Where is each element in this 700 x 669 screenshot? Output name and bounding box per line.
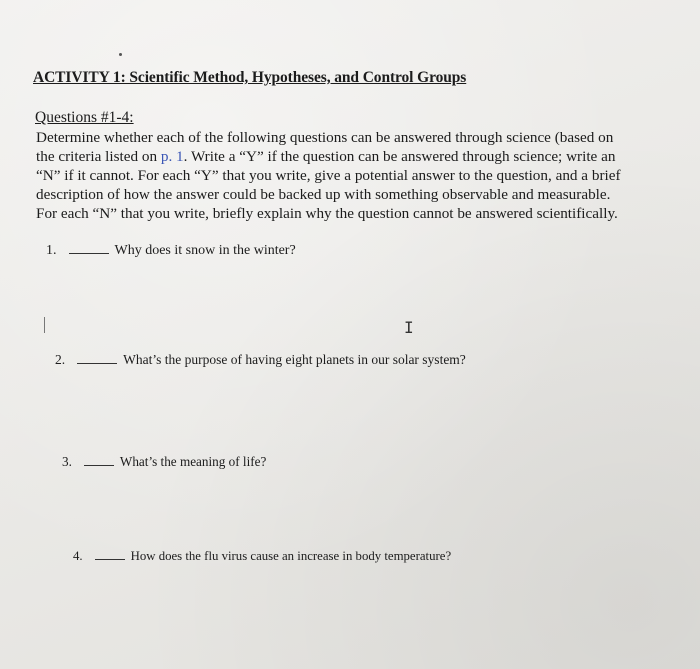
question-number: 1.: [46, 243, 57, 258]
instructions-line: For each “N” that you write, briefly explain why the question cannot be answered scientifically.: [36, 205, 618, 222]
page-reference-link[interactable]: p. 1: [160, 148, 184, 165]
instructions-text: the criteria listed on: [36, 148, 161, 165]
pencil-mark: [44, 317, 45, 333]
answer-blank[interactable]: [84, 455, 114, 466]
answer-blank[interactable]: [69, 243, 109, 254]
instructions-line: Determine whether each of the following questions can be answered through science (based on: [36, 129, 614, 146]
instructions-line: description of how the answer could be backed up with something observable and measurable.: [36, 186, 611, 203]
instructions-paragraph: [36, 128, 666, 223]
answer-blank[interactable]: [77, 353, 117, 364]
text-cursor-icon: I: [404, 318, 414, 337]
question-number: 3.: [62, 454, 72, 469]
question-number: 2.: [55, 352, 66, 367]
instructions-line: [36, 147, 666, 166]
question-item-3: [62, 454, 266, 470]
questions-heading: Questions #1-4:: [35, 109, 134, 126]
activity-title: ACTIVITY 1: Scientific Method, Hypotheses, and Control Groups: [33, 69, 467, 86]
answer-blank[interactable]: [95, 549, 125, 560]
question-text: How does the flu virus cause an increase in body temperature?: [130, 549, 452, 563]
question-item-4: [73, 549, 451, 564]
question-text: Why does it snow in the winter?: [114, 243, 296, 258]
question-item-1: [46, 243, 296, 259]
instructions-text: . Write a “Y” if the question can be answered through science; write an: [183, 148, 616, 165]
question-item-2: [55, 352, 466, 368]
paper-speck: [119, 53, 122, 56]
instructions-line: “N” if it cannot. For each “Y” that you write, give a potential answer to the question, and a brief: [36, 167, 621, 184]
question-number: 4.: [73, 549, 83, 563]
question-text: What’s the meaning of life?: [119, 454, 267, 469]
question-text: What’s the purpose of having eight planets in our solar system?: [123, 352, 466, 367]
